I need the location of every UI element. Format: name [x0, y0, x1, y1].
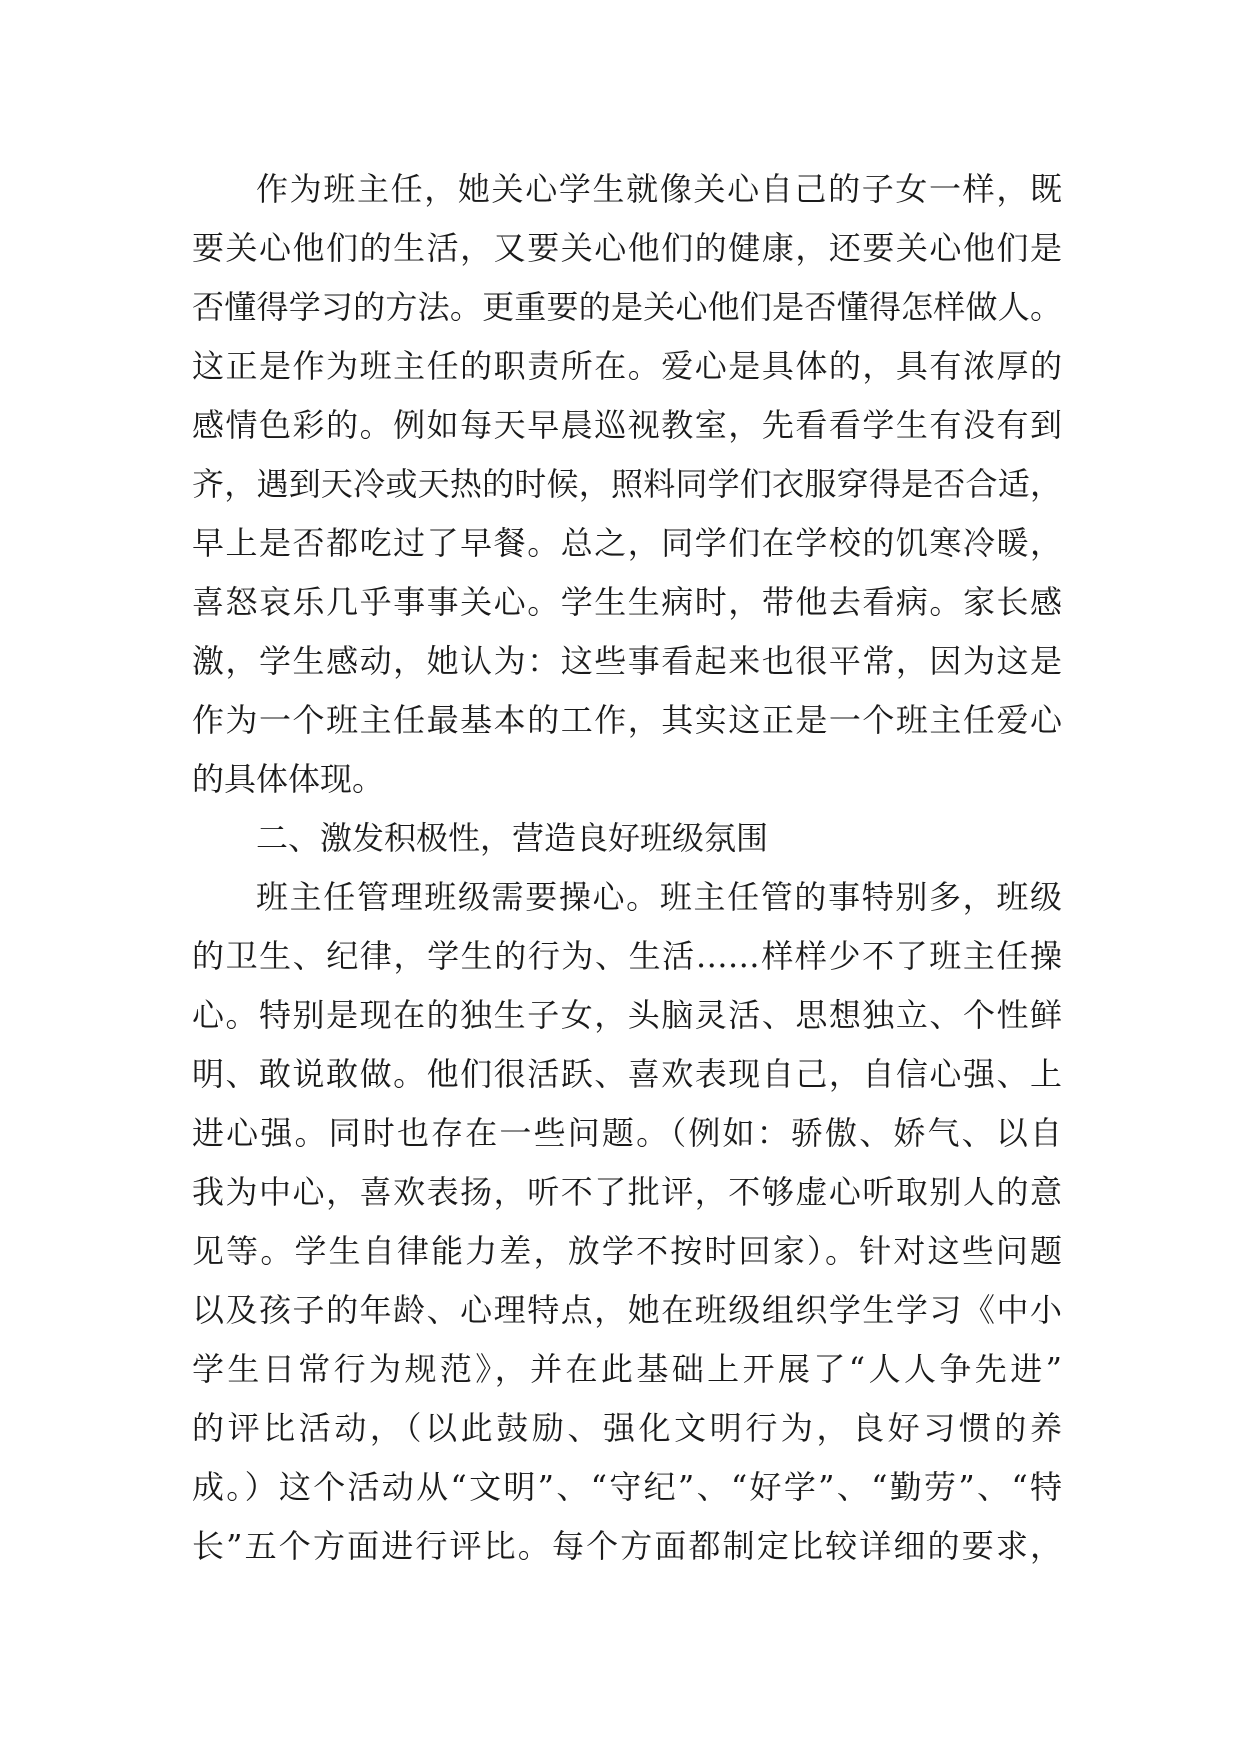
paragraph-2 — [192, 868, 1062, 1576]
text-line: 激，学生感动，她认为：这些事看起来也很平常，因为这是 — [192, 642, 1062, 680]
document-body — [192, 160, 1062, 1576]
text-line: 学生日常行为规范》，并在此基础上开展了“人人争先进” — [192, 1350, 1062, 1388]
text-line: 成。）这个活动从“文明”、“守纪”、“好学”、“勤劳”、“特 — [192, 1468, 1062, 1506]
text-line: 喜怒哀乐几乎事事关心。学生生病时，带他去看病。家长感 — [192, 583, 1062, 621]
text-line: 以及孩子的年龄、心理特点，她在班级组织学生学习《中小 — [192, 1291, 1062, 1329]
text-line: 的评比活动，（以此鼓励、强化文明行为，良好习惯的养 — [192, 1409, 1062, 1447]
text-line: 早上是否都吃过了早餐。总之，同学们在学校的饥寒冷暖， — [192, 524, 1062, 562]
text-line: 感情色彩的。例如每天早晨巡视教室，先看看学生有没有到 — [192, 406, 1062, 444]
text-line: 班主任管理班级需要操心。班主任管的事特别多，班级 — [256, 878, 1062, 916]
text-line: 明、敢说敢做。他们很活跃、喜欢表现自己，自信心强、上 — [192, 1055, 1062, 1093]
text-line: 作为班主任，她关心学生就像关心自己的子女一样，既 — [256, 170, 1062, 208]
text-line: 的卫生、纪律，学生的行为、生活……样样少不了班主任操 — [192, 937, 1062, 975]
text-line: 长”五个方面进行评比。每个方面都制定比较详细的要求， — [192, 1527, 1062, 1565]
text-line: 这正是作为班主任的职责所在。爱心是具体的，具有浓厚的 — [192, 347, 1062, 385]
text-line: 作为一个班主任最基本的工作，其实这正是一个班主任爱心 — [192, 701, 1062, 739]
section-heading — [192, 809, 1062, 868]
text-line: 我为中心，喜欢表扬，听不了批评，不够虚心听取别人的意 — [192, 1173, 1062, 1211]
text-line: 心。特别是现在的独生子女，头脑灵活、思想独立、个性鲜 — [192, 996, 1062, 1034]
text-line: 的具体体现。 — [192, 760, 385, 798]
text-line: 进心强。同时也存在一些问题。（例如：骄傲、娇气、以自 — [192, 1114, 1062, 1152]
text-line: 要关心他们的生活，又要关心他们的健康，还要关心他们是 — [192, 229, 1062, 267]
text-line: 齐，遇到天冷或天热的时候，照料同学们衣服穿得是否合适， — [192, 465, 1062, 503]
text-line: 否懂得学习的方法。更重要的是关心他们是否懂得怎样做人。 — [192, 288, 1062, 326]
paragraph-1 — [192, 160, 1062, 809]
text-line: 见等。学生自律能力差，放学不按时回家）。针对这些问题 — [192, 1232, 1062, 1270]
heading-line: 二、激发积极性，营造良好班级氛围 — [256, 819, 769, 857]
